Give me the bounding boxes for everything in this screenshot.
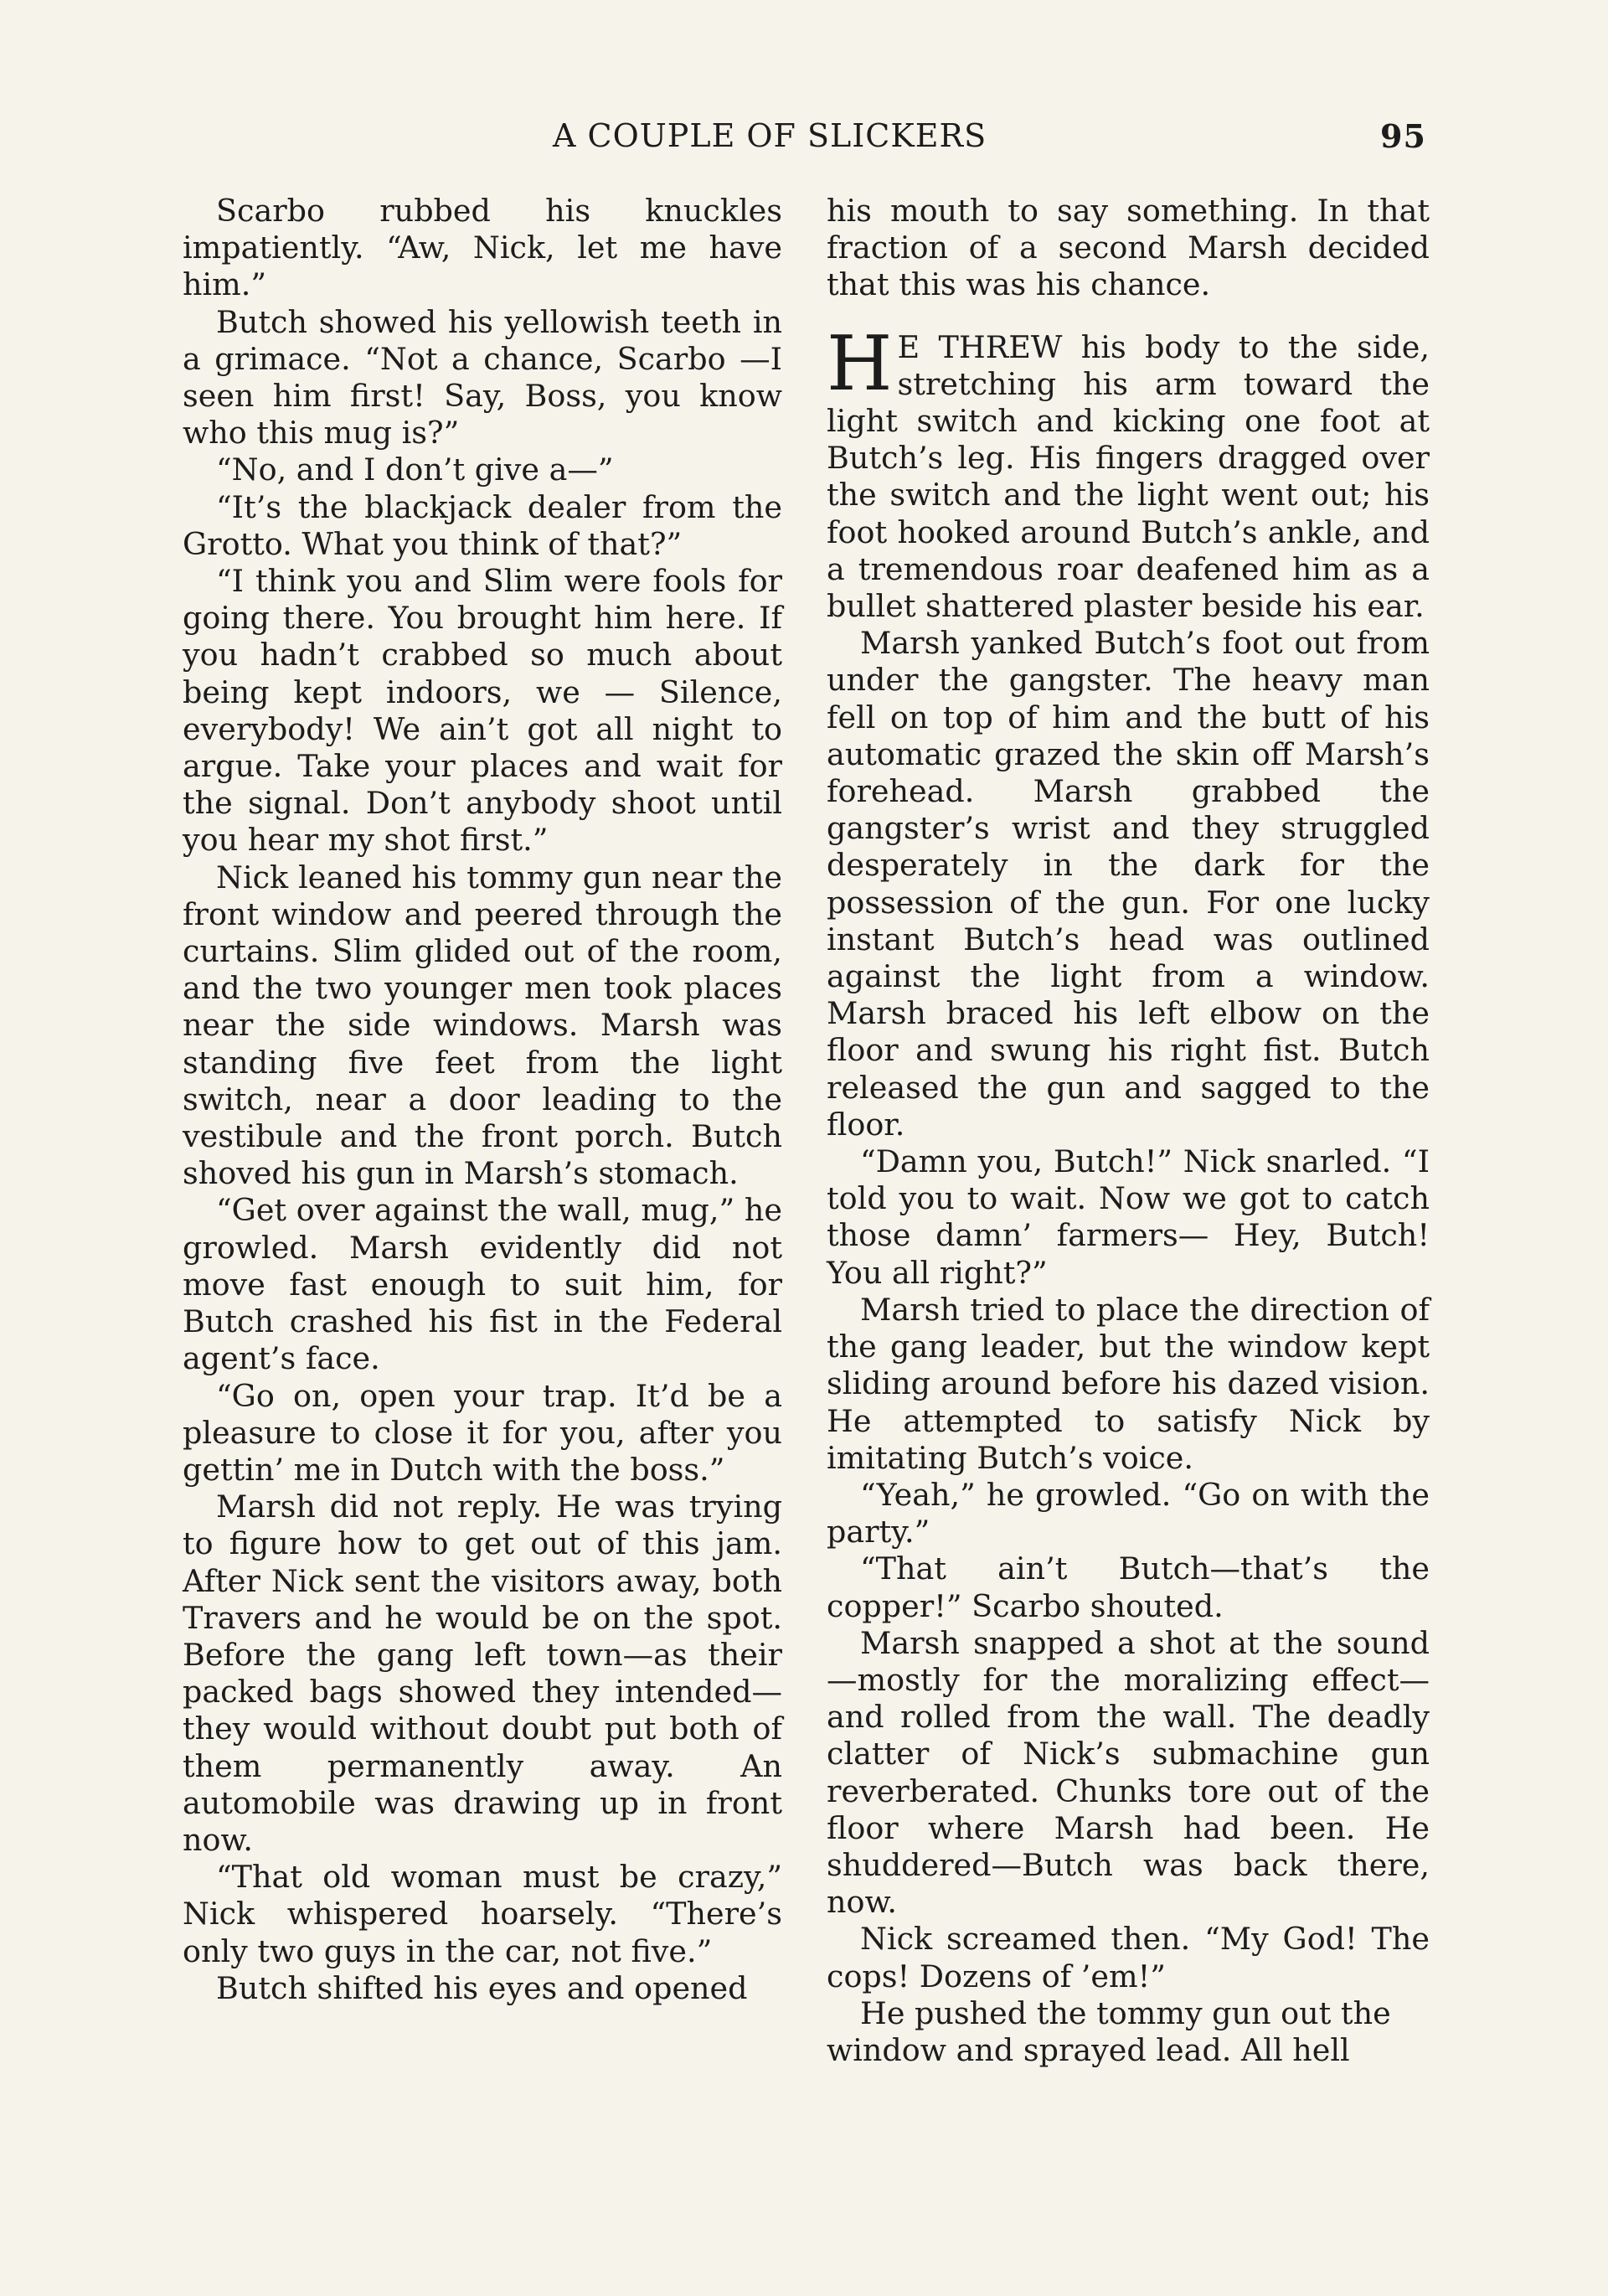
paragraph: Butch shifted his eyes and opened: [216, 1969, 748, 2006]
paragraph: “I think you and Slim were fools for going there. You brought him here. If you hadn’t crabbed so much about being kept indoors, we — Silence, everybody! We ain’t got all night to argue. Take your places and wait for the signal. Don’t anybody shoot until you hear my shot first.”: [183, 563, 782, 859]
paragraph-continuation: his mouth to say something. In that fraction of a second Marsh decided that this was his chance.: [827, 193, 1430, 303]
left-column: [183, 193, 782, 2007]
paragraph: Nick leaned his tommy gun near the front window and peered through the curtains. Slim glided out of the room, and the two younger men took places near the side windows. Marsh was standing five feet from the light switch, near a door leading to the vestibule and the front porch. Butch shoved his gun in Marsh’s stomach.: [183, 859, 782, 1192]
paragraph: “It’s the blackjack dealer from the Grotto. What you think of that?”: [183, 488, 782, 562]
paragraph: Butch showed his yellowish teeth in a grimace. “Not a chance, Scarbo —I seen him first! Say, Boss, you know who this mug is?”: [183, 303, 782, 451]
running-title: A COUPLE OF SLICKERS: [553, 117, 987, 154]
paragraph: Scarbo rubbed his knuckles impatiently. “Aw, Nick, let me have him.”: [183, 193, 782, 303]
page-number: 95: [1380, 117, 1426, 155]
running-header: [0, 117, 1608, 168]
paragraph: “Go on, open your trap. It’d be a pleasure to close it for you, after you gettin’ me in Dutch with the boss.”: [183, 1377, 782, 1488]
section-lead-caps: E THREW: [897, 328, 1063, 365]
paragraph: Marsh yanked Butch’s foot out from under the gangster. The heavy man fell on top of him and the butt of his automatic grazed the skin off Marsh’s forehead. Marsh grabbed the gangster’s wrist and they struggled desperately in the dark for the possession of the gun. For one lucky instant Butch’s head was outlined against the light from a window. Marsh braced his left elbow on the floor and swung his right fist. Butch released the gun and sagged to the floor.: [827, 625, 1430, 1143]
paragraph: “Get over against the wall, mug,” he growled. Marsh evidently did not move fast enough to suit him, for Butch crashed his fist in the Federal agent’s face.: [183, 1192, 782, 1377]
paragraph: Marsh did not reply. He was trying to figure how to get out of this jam. After Nick sent the visitors away, both Travers and he would be on the spot. Before the gang left town—as their packed bags showed they intended—they would without doubt put both of them permanently away. An automobile was drawing up in front now.: [183, 1489, 782, 1858]
right-column: [827, 193, 1430, 2069]
paragraph: “That old woman must be crazy,” Nick whispered hoarsely. “There’s only two guys in the car, not five.”: [183, 1859, 782, 1969]
paragraph: “That ain’t Butch—that’s the copper!” Scarbo shouted.: [827, 1550, 1430, 1624]
paragraph: “No, and I don’t give a—”: [216, 451, 614, 488]
paragraph: “Yeah,” he growled. “Go on with the party.”: [827, 1476, 1430, 1550]
paragraph: Marsh snapped a shot at the sound —mostly for the moralizing effect— and rolled from the wall. The deadly clatter of Nick’s submachine gun reverberated. Chunks tore out of the floor where Marsh had been. He shuddered—Butch was back there, now.: [827, 1624, 1430, 1921]
paragraph: He pushed the tommy gun out the window and sprayed lead. All hell: [827, 1994, 1391, 2068]
section-opening-paragraph: [827, 319, 1430, 626]
paragraph: Nick screamed then. “My God! The cops! Dozens of ’em!”: [827, 1921, 1430, 1994]
section-text: his body to the side, stretching his arm toward the light switch and kicking one foot at Butch’s leg. His fingers dragged over the switch and the light went out; his foot hooked around Butch’s ankle, and a tremendous roar deafened him as a bullet shattered plaster beside his ear.: [827, 328, 1430, 625]
paragraph: “Damn you, Butch!” Nick snarled. “I told you to wait. Now we got to catch those damn’ farmers— Hey, Butch! You all right?”: [827, 1143, 1430, 1291]
paragraph: Marsh tried to place the direction of the gang leader, but the window kept sliding around before his dazed vision. He attempted to satisfy Nick by imitating Butch’s voice.: [827, 1291, 1430, 1476]
drop-cap: H: [827, 319, 893, 408]
